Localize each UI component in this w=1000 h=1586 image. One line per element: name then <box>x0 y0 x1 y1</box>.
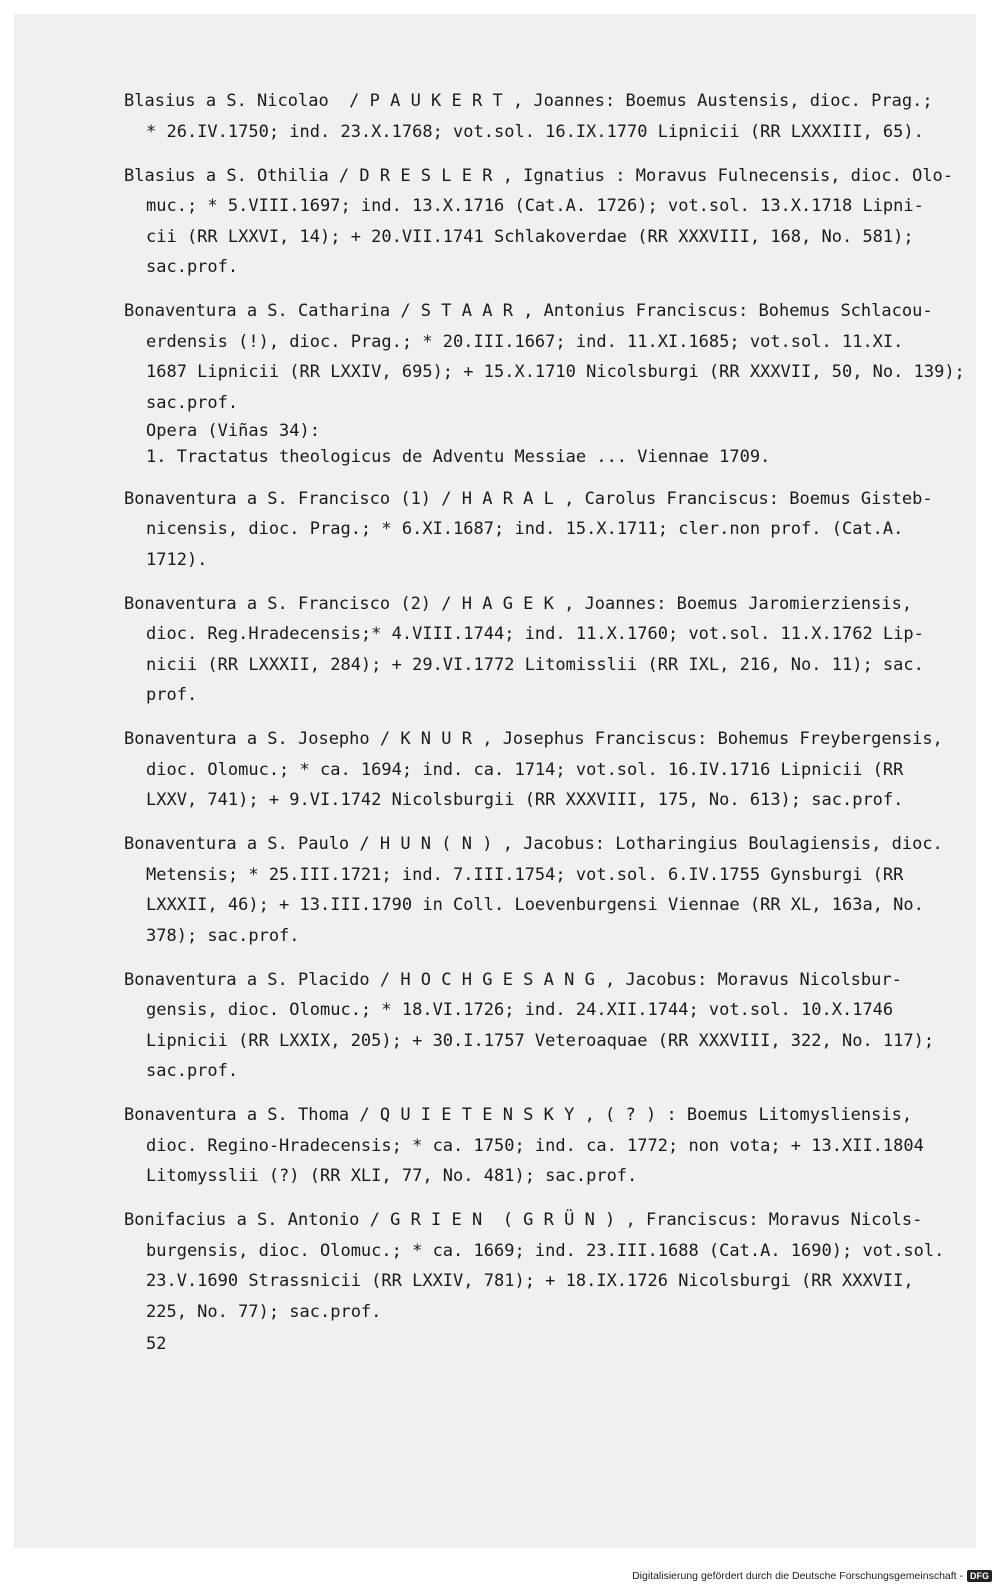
entry <box>124 484 954 576</box>
entry-line: Bonaventura a S. Catharina / S T A A R , Antonius Franciscus: Bohemus Schlacou- <box>124 301 933 321</box>
entry-line: nicii (RR LXXXII, 284); + 29.VI.1772 Litomisslii (RR IXL, 216, No. 11); sac. <box>146 654 924 675</box>
entry-line: gensis, dioc. Olomuc.; * 18.VI.1726; ind. 24.XII.1744; vot.sol. 10.X.1746 <box>146 1000 894 1020</box>
entry-line: Bonaventura a S. Francisco (1) / H A R A L , Carolus Franciscus: Boemus Gisteb- <box>124 488 933 509</box>
entry-line: Bonifacius a S. Antonio / G R I E N ( G R Ü N ) , Franciscus: Moravus Nicols- <box>124 1210 923 1230</box>
entry-line: sac.prof. <box>146 392 239 413</box>
entry-line: Bonaventura a S. Francisco (2) / H A G E K , Joannes: Boemus Jaromierziensis, <box>124 593 913 614</box>
digitization-footer <box>632 1566 992 1586</box>
opera-item: 1. Tractatus theologicus de Adventu Messiae ... Viennae 1709. <box>146 447 771 467</box>
entry-line: 1687 Lipnicii (RR LXXIV, 695); + 15.X.1710 Nicolsburgi (RR XXXVII, 50, No. 139); <box>146 362 965 382</box>
entry-line: 225, No. 77); sac.prof. <box>146 1301 382 1322</box>
entry-line: burgensis, dioc. Olomuc.; * ca. 1669; ind. 23.III.1688 (Cat.A. 1690); vot.sol. <box>146 1240 945 1261</box>
entry-line: prof. <box>146 685 198 705</box>
entry-line: dioc. Regino-Hradecensis; * ca. 1750; ind. ca. 1772; non vota; + 13.XII.1804 <box>146 1135 924 1156</box>
document-body <box>124 86 965 1341</box>
entry-line: sac.prof. <box>146 257 239 277</box>
entry-line: 23.V.1690 Strassnicii (RR LXXIV, 781); + 18.IX.1726 Nicolsburgi (RR XXXVII, <box>146 1271 914 1291</box>
entry-line: dioc. Reg.Hradecensis;* 4.VIII.1744; ind. 11.X.1760; vot.sol. 11.X.1762 Lip- <box>146 624 924 644</box>
entry-line: muc.; * 5.VIII.1697; ind. 13.X.1716 (Cat.A. 1726); vot.sol. 13.X.1718 Lipni- <box>146 196 924 216</box>
entry-line: LXXXII, 46); + 13.III.1790 in Coll. Loevenburgensi Viennae (RR XL, 163a, No. <box>146 895 924 915</box>
entry-line: Bonaventura a S. Thoma / Q U I E T E N S K Y , ( ? ) : Boemus Litomysliensis, <box>124 1105 913 1125</box>
entry-line: cii (RR LXXVI, 14); + 20.VII.1741 Schlakoverdae (RR XXXVIII, 168, No. 581); <box>146 226 914 247</box>
entry-line: 1712). <box>146 549 208 570</box>
opera-heading: Opera (Viñas 34): <box>146 421 320 441</box>
entry-line: Litomysslii (?) (RR XLI, 77, No. 481); sac.prof. <box>146 1166 638 1186</box>
entry-line: Blasius a S. Othilia / D R E S L E R , Ignatius : Moravus Fulnecensis, dioc. Olo- <box>124 165 954 186</box>
entry-line: sac.prof. <box>146 1061 239 1081</box>
entry-line: 378); sac.prof. <box>146 925 300 946</box>
entry <box>124 296 965 470</box>
entry-line: nicensis, dioc. Prag.; * 6.XI.1687; ind. 15.X.1711; cler.non prof. (Cat.A. <box>146 519 904 539</box>
entry-line: Lipnicii (RR LXXIX, 205); + 30.I.1757 Veteroaquae (RR XXXVIII, 322, No. 117); <box>146 1030 935 1051</box>
entry <box>124 86 954 147</box>
entry <box>124 965 954 1087</box>
entry-line: Bonaventura a S. Paulo / H U N ( N ) , Jacobus: Lotharingius Boulagiensis, dioc. <box>124 834 943 854</box>
entry-line: Bonaventura a S. Josepho / K N U R , Josephus Franciscus: Bohemus Freybergensis, <box>124 729 943 749</box>
entry <box>124 161 954 283</box>
entry-line: Bonaventura a S. Placido / H O C H G E S A N G , Jacobus: Moravus Nicolsbur- <box>124 969 902 990</box>
entry <box>124 724 954 816</box>
entry <box>124 829 954 951</box>
dfg-logo-icon: DFG <box>967 1570 992 1582</box>
entry-line: Metensis; * 25.III.1721; ind. 7.III.1754; vot.sol. 6.IV.1755 Gynsburgi (RR <box>146 864 904 885</box>
entry-line: erdensis (!), dioc. Prag.; * 20.III.1667; ind. 11.XI.1685; vot.sol. 11.XI. <box>146 331 904 352</box>
entry <box>124 1100 954 1192</box>
entry-line: Blasius a S. Nicolao / P A U K E R T , Joannes: Boemus Austensis, dioc. Prag.; <box>124 91 933 111</box>
page-number: 52 <box>146 1334 167 1354</box>
entry-line: LXXV, 741); + 9.VI.1742 Nicolsburgii (RR XXXVIII, 175, No. 613); sac.prof. <box>146 790 904 810</box>
entry <box>124 589 954 711</box>
footer-text: Digitalisierung gefördert durch die Deutsche Forschungsgemeinschaft - <box>632 1570 963 1582</box>
entry <box>124 1205 954 1327</box>
entry-line: dioc. Olomuc.; * ca. 1694; ind. ca. 1714; vot.sol. 16.IV.1716 Lipnicii (RR <box>146 759 904 780</box>
entry-line: * 26.IV.1750; ind. 23.X.1768; vot.sol. 16.IX.1770 Lipnicii (RR LXXXIII, 65). <box>146 121 924 142</box>
